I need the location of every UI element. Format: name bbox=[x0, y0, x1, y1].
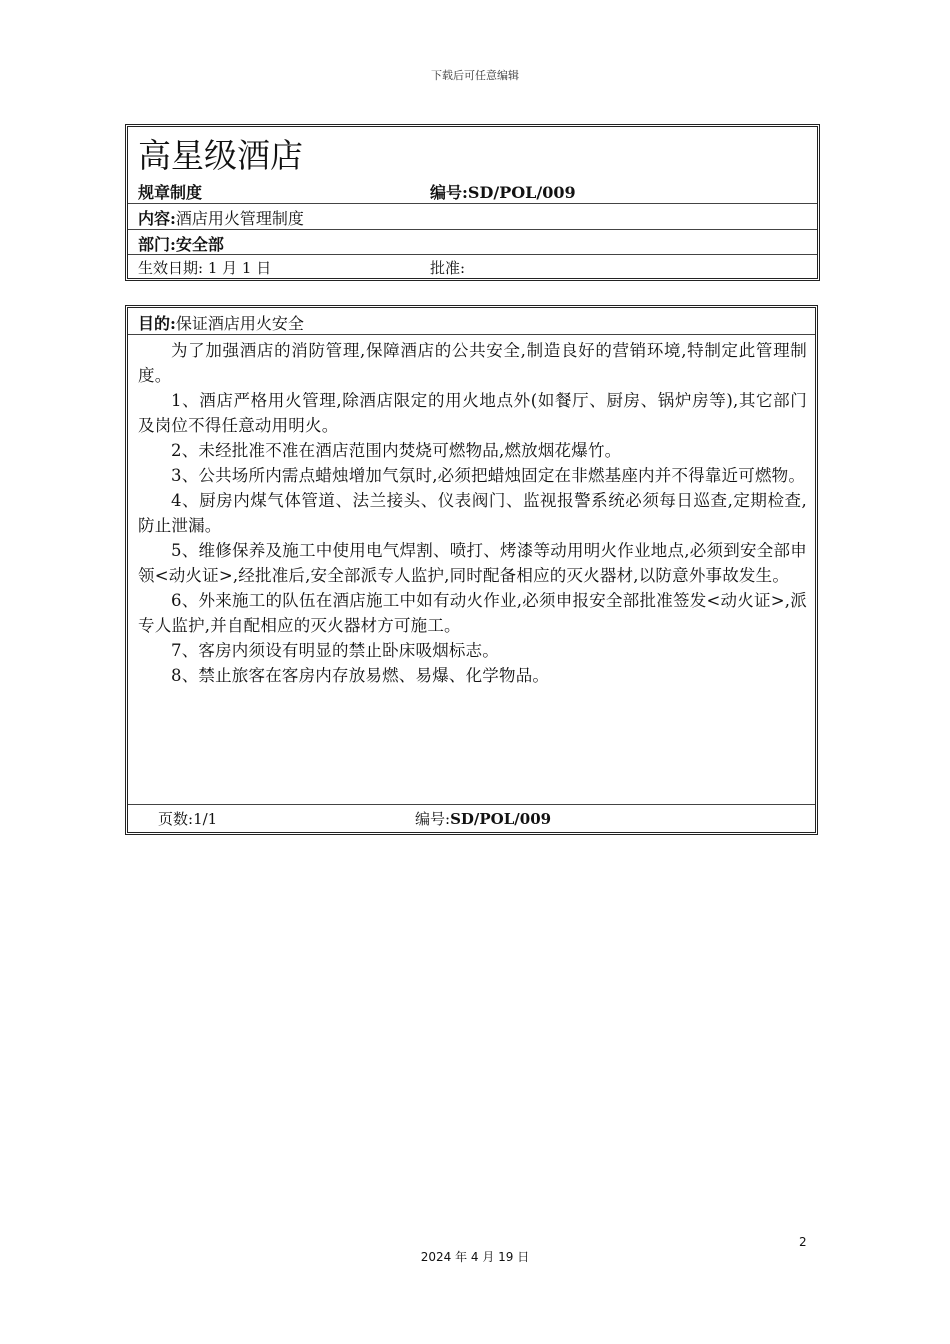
title-row bbox=[128, 127, 817, 179]
approval-label: 批准: bbox=[430, 259, 466, 277]
purpose-value: 保证酒店用火安全 bbox=[175, 314, 304, 333]
footer-code-label: 编号: bbox=[415, 810, 451, 828]
purpose-row bbox=[128, 308, 815, 335]
dept-label: 部门: bbox=[138, 235, 176, 254]
content-label: 内容: bbox=[138, 209, 176, 228]
policy-paragraph: 8、禁止旅客在客房内存放易燃、易爆、化学物品。 bbox=[171, 666, 550, 685]
code-value: SD/POL/009 bbox=[467, 183, 576, 202]
policy-paragraph: 4、厨房内煤气体管道、法兰接头、仪表阀门、监视报警系统必须每日巡查,定期检查,防止泄漏。 bbox=[138, 491, 807, 535]
policy-box bbox=[125, 305, 818, 835]
effective-row bbox=[128, 254, 817, 278]
footer-code-value: SD/POL/009 bbox=[450, 810, 552, 828]
policy-paragraph: 为了加强酒店的消防管理,保障酒店的公共安全,制造良好的营销环境,特制定此管理制度。 bbox=[138, 341, 807, 385]
effective-date: 1 月 1 日 bbox=[207, 259, 272, 277]
document-info-box bbox=[125, 124, 820, 281]
policy-footer-row bbox=[128, 804, 815, 832]
policy-paragraph: 6、外来施工的队伍在酒店施工中如有动火作业,必须申报安全部批准签发<动火证>,派专人监护,并自配相应的灭火器材方可施工。 bbox=[138, 591, 807, 635]
dept-value: 安全部 bbox=[175, 235, 224, 254]
page-count-label: 页数: bbox=[158, 810, 194, 828]
content-row bbox=[128, 203, 817, 229]
document-title: 高星级酒店 bbox=[138, 136, 303, 175]
page-count-value: 1/1 bbox=[193, 810, 218, 828]
category-label: 规章制度 bbox=[138, 183, 203, 202]
header-note: 下载后可任意编辑 bbox=[431, 69, 519, 82]
purpose-label: 目的: bbox=[138, 314, 176, 333]
code-field bbox=[430, 180, 576, 203]
content-value: 酒店用火管理制度 bbox=[175, 209, 304, 228]
category-row bbox=[128, 179, 817, 203]
policy-paragraph: 1、酒店严格用火管理,除酒店限定的用火地点外(如餐厅、厨房、锅炉房等),其它部门及岗位不得任意动用明火。 bbox=[138, 391, 807, 435]
policy-paragraph: 5、维修保养及施工中使用电气焊割、喷打、烤漆等动用明火作业地点,必须到安全部申领<动火证>,经批准后,安全部派专人监护,同时配备相应的灭火器材,以防意外事故发生。 bbox=[138, 541, 807, 585]
page-number: 2 bbox=[799, 1235, 807, 1249]
effective-label: 生效日期: bbox=[138, 259, 204, 277]
footer-date: 2024 年 4 月 19 日 bbox=[420, 1250, 530, 1264]
policy-body bbox=[138, 338, 807, 688]
policy-paragraph: 3、公共场所内需点蜡烛增加气氛时,必须把蜡烛固定在非燃基座内并不得靠近可燃物。 bbox=[171, 466, 806, 485]
code-label: 编号: bbox=[430, 183, 468, 202]
policy-paragraph: 7、客房内须设有明显的禁止卧床吸烟标志。 bbox=[171, 641, 499, 660]
policy-paragraph: 2、未经批准不准在酒店范围内焚烧可燃物品,燃放烟花爆竹。 bbox=[171, 441, 622, 460]
dept-row bbox=[128, 229, 817, 254]
